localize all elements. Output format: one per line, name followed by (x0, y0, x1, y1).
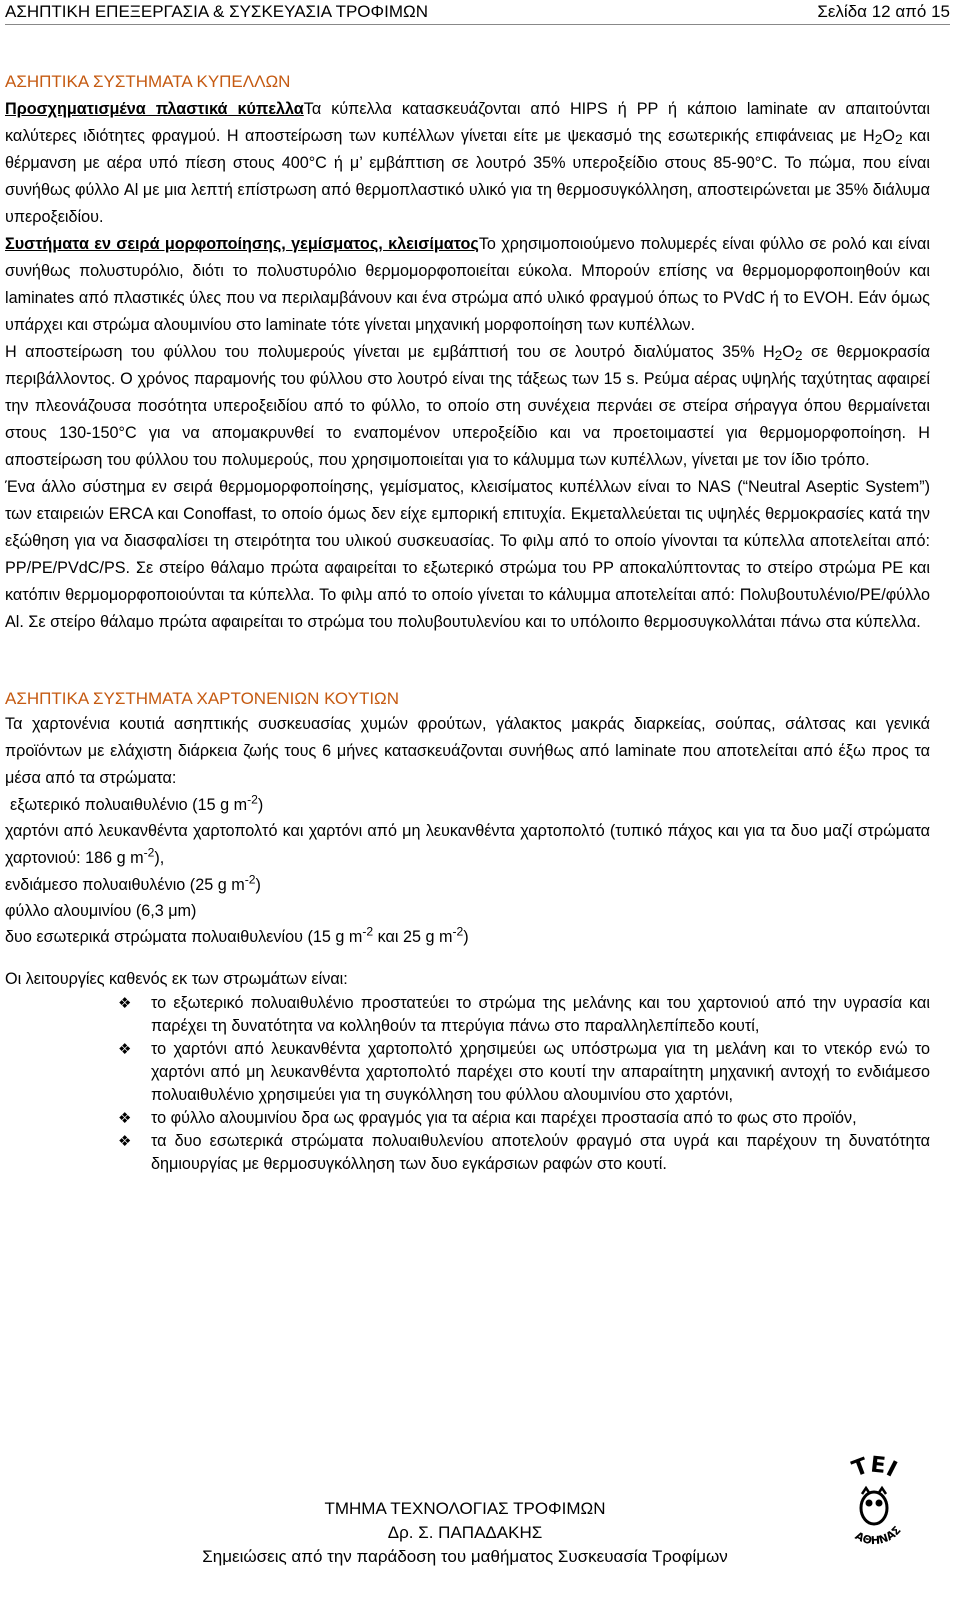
logo-text-top: ΤΕΙ (848, 1452, 901, 1483)
layer-inner-pe: δυο εσωτερικά στρώματα πολυαιθυλενίου (15 g $m^{-2}$ και 25 g $m^{-2}$) (5, 924, 469, 946)
diamond-bullet-icon: ❖ (118, 1040, 132, 1058)
footer-department: ΤΜΗΜΑ ΤΕΧΝΟΛΟΓΙΑΣ ΤΡΟΦΙΜΩΝ (324, 1499, 606, 1518)
paragraph-gap (5, 950, 930, 966)
paragraph-sterilization: Η αποστείρωση του φύλλου του πολυμερούς γίνεται με εμβάπτισή του σε λουτρό διαλύματος 35% $H_2O_2$ σε θερμοκρασία περιβάλλοντος. Ο χρόνος παραμονής του φύλλου στο λουτρό είναι της τάξεως των 15 s. Ρεύμα αέρας υψηλής ταχύτητας αφαιρεί την πλεονάζουσα ποσότητα υπεροξειδίου από το φύλλο, το οποίο στη συνέχεια περνάει σε στείρα σήραγγα όπου θερμαίνεται στους 130-150°C για να απομακρυνθεί το εναπομένον υπεροξείδιο και να προετοιμαστεί για θερμομορφοποίηση. Η αποστείρωση του φύλλου του πολυμερούς, που χρησιμοποιείται για το κάλυμμα των κυπέλλων, γίνεται με τον ίδιο τρόπο. (5, 343, 930, 469)
diamond-bullet-icon: ❖ (118, 1109, 132, 1127)
logo-text-bottom: ΑΘΗΝΑΣ (852, 1523, 904, 1548)
heading-inline-systems: Συστήματα εν σειρά μορφοποίησης, γεμίσματος, κλεισίματος (5, 235, 479, 253)
section-gap (5, 636, 930, 687)
page-content (5, 70, 930, 1176)
list-item: ❖ τα δυο εσωτερικά στρώματα πολυαιθυλενίου αποτελούν φραγμό στα υγρά και παρέχουν τη δυνατότητα δημιουργίας με θερμοσυγκόλληση των δυο εγκάρσιων ραφών στο κουτί. (118, 1132, 930, 1173)
paragraph-inline-systems: Συστήματα εν σειρά μορφοποίησης, γεμίσματος, κλεισίματοςΤο χρησιμοποιούμενο πολυμερές είναι φύλλο σε ρολό και είναι συνήθως πολυστυρόλιο, διότι το πολυστυρόλιο θερμομορφοποιείται εύκολα. Μπορούν επίσης να θερμομορφοποιηθούν και laminates από πλαστικές ύλες που να περιλαμβάνουν και ένα στρώμα από υλικό φραγμού όπως το PVdC ή το EVOH. Εάν όμως υπάρχει και στρώμα αλουμινίου στο laminate τότε γίνεται μηχανική μορφοποίηση των κυπέλλων. (5, 235, 930, 334)
list-item: ❖ το χαρτόνι από λευκανθέντα χαρτοπολτό χρησιμεύει ως υπόστρωμα για τη μελάνη και το ντεκόρ ενώ το χαρτόνι από μη λευκανθέντα χαρτοπολτό παρέχει στο κουτί την απαραίτητη μηχανική αντοχή το ενδιάμεσο πολυαιθυλένιο χρησιμεύει για τη συγκόλληση του φύλλου αλουμινίου στο χαρτόνι, (118, 1040, 930, 1104)
list-item: ❖ το εξωτερικό πολυαιθυλένιο προστατεύει το στρώμα της μελάνης και του χαρτονιού από την υγρασία και παρέχει τη δυνατότητα να κολληθούν τα πτερύγια πάνω στο παραλληλεπίπεδο κουτί, (118, 994, 930, 1035)
diamond-bullet-icon: ❖ (118, 994, 132, 1012)
layer-middle-pe: ενδιάμεσο πολυαιθυλένιο (25 g $m^{-2}$) (5, 872, 261, 894)
paragraph-nas-system: Ένα άλλο σύστημα εν σειρά θερμομορφοποίησης, γεμίσματος, κλεισίματος κυπέλλων είναι το NAS (“Neutral Aseptic System”) των εταιρειών ERCA και Conoffast, το οποίο όμως δεν είχε εμπορική επιτυχία. Εκμεταλλεύεται τις υψηλές θερμοκρασίες κατά την εξώθηση για να διασφαλίσει τη στειρότητα του υλικού συσκευασίας. Το φιλμ από το οποίο γίνονται τα κύπελλα αποτελείται από: PP/PE/PVdC/PS. Σε στείρο θάλαμο πρώτα αφαιρείται το εξωτερικό στρώμα του PP αποκαλύπτοντας το στείρο στρώμα PE και κατόπιν θερμομορφοποιούνται τα κύπελλα. Το φιλμ από το οποίο γίνεται το κάλυμμα αποτελείται από: Πολυβουτυλένιο/PE/φύλλο Al. Σε στείρο θάλαμο πρώτα αφαιρείται το στρώμα του πολυβουτυλενίου και το υπόλοιπο θερμοσυγκολλάται πάνω στα κύπελλα. (5, 478, 930, 631)
layer-outer-pe: εξωτερικό πολυαιθυλένιο (15 g $m^{-2}$) (10, 792, 264, 814)
header-page-number: Σελίδα 12 από 15 (817, 2, 950, 21)
functions-list (5, 992, 930, 1176)
page-footer (0, 1497, 930, 1569)
page-header (5, 0, 950, 25)
section-title-cups: ΑΣΗΠΤΙΚΑ ΣΥΣΤΗΜΑΤΑ ΚΥΠΕΛΛΩΝ (5, 72, 291, 91)
list-item: ❖ το φύλλο αλουμινίου δρα ως φραγμός για τα αέρια και παρέχει προστασία από το φως στο προϊόν, (5, 1107, 930, 1130)
header-title: ΑΣΗΠΤΙΚΗ ΕΠΕΞΕΡΓΑΣΙΑ & ΣΥΣΚΕΥΑΣΙΑ ΤΡΟΦΙΜΩΝ (5, 2, 428, 21)
paragraph-cartons-intro: Τα χαρτονένια κουτιά ασηπτικής συσκευασίας χυμών φρούτων, γάλακτος μακράς διαρκείας, σούπας, σάλτσας και γενικά προϊόντων με ελάχιστη διάρκεια ζωής τους 6 μήνες κατασκευάζονται συνήθως από laminate που αποτελείται από έξω προς τα μέσα από τα στρώματα: (5, 715, 930, 787)
footer-course-notes: Σημειώσεις από την παράδοση του μαθήματος Συσκευασία Τροφίμων (202, 1547, 728, 1566)
paragraph-preformed-cups: Προσχηματισμένα πλαστικά κύπελλαΤα κύπελλα κατασκευάζονται από HIPS ή PP ή κάποιο laminate αν απαιτούνται καλύτερες ιδιότητες φραγμού. Η αποστείρωση των κυπέλλων γίνεται είτε με ψεκασμό της εσωτερικής επιφάνειας με $H_2O_2$ και θέρμανση με αέρα υπό πίεση στους 400°C ή μ’ εμβάπτιση σε λουτρό 35% υπεροξείδιο στους 85-90°C. Το πώμα, που είναι συνήθως φύλλο Al με μια λεπτή επίστρωση από θερμοπλαστικό υλικό για τη θερμοσυγκόλληση, αποστειρώνεται με 35% διάλυμα υπεροξειδίου. (5, 100, 930, 226)
footer-author: Δρ. Σ. ΠΑΠΑΔΑΚΗΣ (387, 1523, 543, 1542)
functions-intro: Οι λειτουργίες καθενός εκ των στρωμάτων είναι: (5, 970, 348, 988)
layer-paperboard: χαρτόνι από λευκανθέντα χαρτοπολτό και χαρτόνι από μη λευκανθέντα χαρτοπολτό (τυπικό πάχος και για τα δυο μαζί στρώματα χαρτονιού: 186 g $m^{-2}$), (5, 822, 930, 867)
section-title-cartons: ΑΣΗΠΤΙΚΑ ΣΥΣΤΗΜΑΤΑ ΧΑΡΤΟΝΕΝΙΩΝ ΚΟΥΤΙΩΝ (5, 689, 400, 708)
heading-preformed-cups: Προσχηματισμένα πλαστικά κύπελλα (5, 100, 304, 118)
diamond-bullet-icon: ❖ (118, 1132, 132, 1150)
layer-aluminium-foil: φύλλο αλουμινίου (6,3 μm) (5, 902, 197, 920)
